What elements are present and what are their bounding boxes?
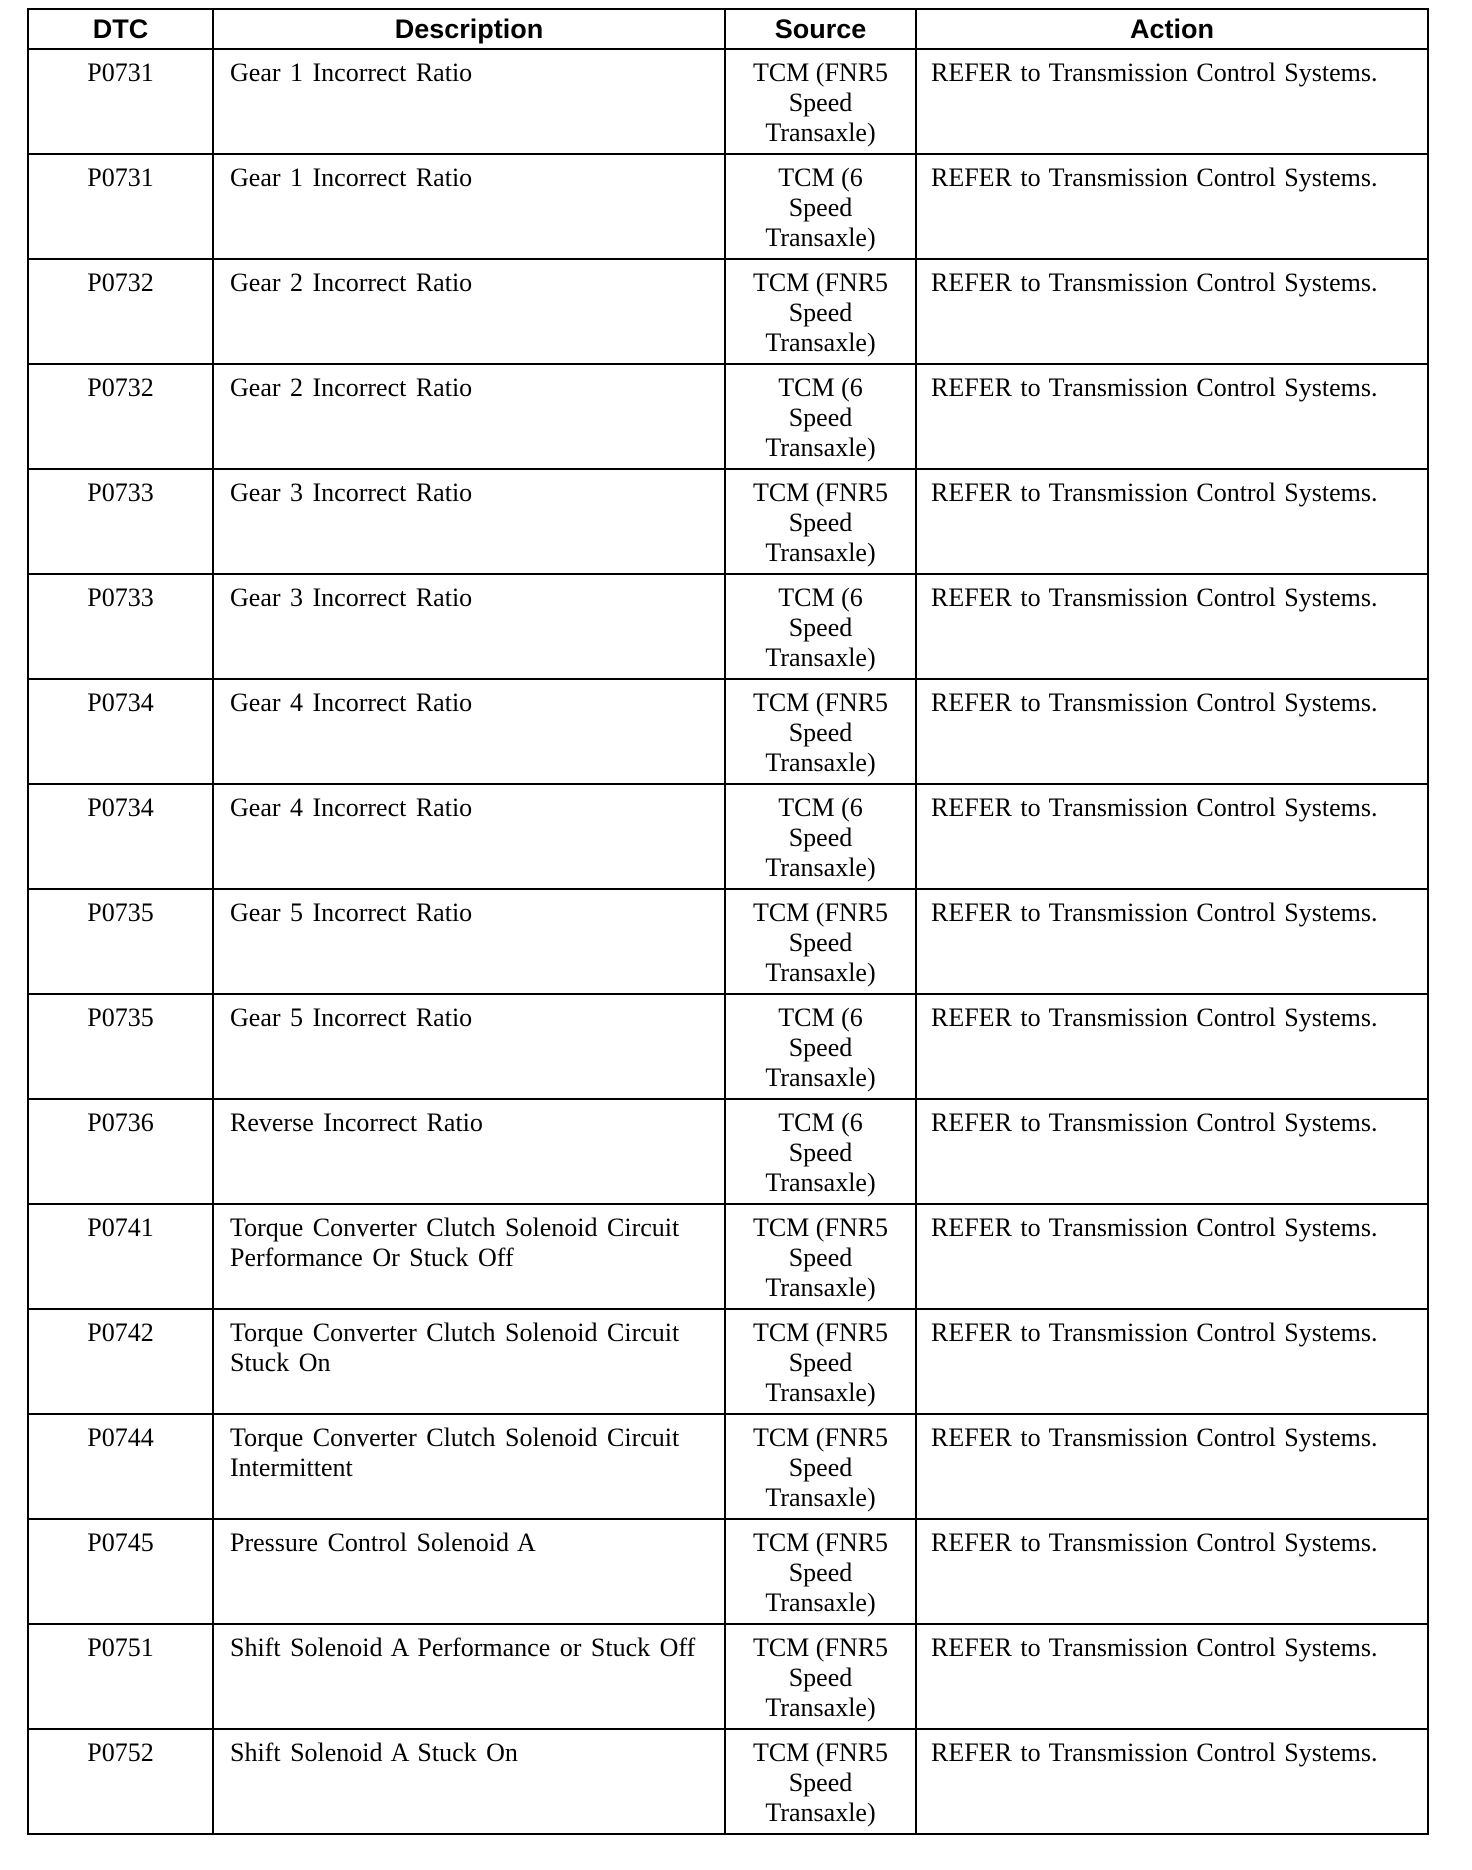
source-line: TCM (FNR5 (752, 1528, 889, 1557)
dtc-description: Torque Converter Clutch Solenoid Circuit Intermittent (213, 1414, 725, 1519)
source-line: TCM (6 (778, 583, 863, 612)
source-line: TCM (FNR5 (752, 1633, 889, 1662)
dtc-source (725, 889, 916, 994)
source-line: Speed (788, 1663, 853, 1692)
dtc-code: P0732 (28, 259, 213, 364)
dtc-action: REFER to Transmission Control Systems. (916, 994, 1428, 1099)
dtc-code: P0752 (28, 1729, 213, 1834)
dtc-code: P0736 (28, 1099, 213, 1204)
source-line: Transaxle) (765, 1588, 876, 1617)
source-line: Speed (788, 1768, 853, 1797)
dtc-action: REFER to Transmission Control Systems. (916, 1414, 1428, 1519)
source-line: TCM (6 (778, 1003, 863, 1032)
dtc-description: Gear 2 Incorrect Ratio (213, 364, 725, 469)
dtc-source (725, 994, 916, 1099)
dtc-action: REFER to Transmission Control Systems. (916, 154, 1428, 259)
dtc-source (725, 469, 916, 574)
source-line: Speed (788, 508, 853, 537)
source-line: Speed (788, 1138, 853, 1167)
header-description: Description (213, 9, 725, 49)
table-row (28, 154, 1428, 259)
source-line: Transaxle) (765, 538, 876, 567)
dtc-description: Gear 1 Incorrect Ratio (213, 154, 725, 259)
table-row (28, 1624, 1428, 1729)
table-row (28, 1204, 1428, 1309)
dtc-code: P0741 (28, 1204, 213, 1309)
dtc-code: P0733 (28, 574, 213, 679)
dtc-code: P0742 (28, 1309, 213, 1414)
dtc-code: P0734 (28, 784, 213, 889)
source-line: Transaxle) (765, 433, 876, 462)
source-line: Transaxle) (765, 118, 876, 147)
table-row (28, 679, 1428, 784)
source-line: TCM (FNR5 (752, 478, 889, 507)
source-line: Speed (788, 88, 853, 117)
source-line: TCM (FNR5 (752, 58, 889, 87)
dtc-action: REFER to Transmission Control Systems. (916, 574, 1428, 679)
dtc-action: REFER to Transmission Control Systems. (916, 784, 1428, 889)
dtc-action: REFER to Transmission Control Systems. (916, 1519, 1428, 1624)
header-source: Source (725, 9, 916, 49)
dtc-code: P0731 (28, 154, 213, 259)
dtc-code: P0744 (28, 1414, 213, 1519)
dtc-description: Gear 4 Incorrect Ratio (213, 784, 725, 889)
source-line: Speed (788, 928, 853, 957)
source-line: Speed (788, 1033, 853, 1062)
table-row (28, 259, 1428, 364)
dtc-action: REFER to Transmission Control Systems. (916, 1729, 1428, 1834)
dtc-source (725, 1099, 916, 1204)
source-line: Speed (788, 1348, 853, 1377)
dtc-description: Gear 5 Incorrect Ratio (213, 994, 725, 1099)
dtc-description: Gear 3 Incorrect Ratio (213, 574, 725, 679)
dtc-code: P0731 (28, 49, 213, 154)
source-line: TCM (FNR5 (752, 1738, 889, 1767)
source-line: Transaxle) (765, 853, 876, 882)
source-line: Transaxle) (765, 958, 876, 987)
source-line: TCM (FNR5 (752, 1423, 889, 1452)
dtc-action: REFER to Transmission Control Systems. (916, 1204, 1428, 1309)
dtc-source (725, 49, 916, 154)
source-line: Speed (788, 403, 853, 432)
table-header (28, 9, 1428, 49)
source-line: Transaxle) (765, 1168, 876, 1197)
dtc-source (725, 1309, 916, 1414)
source-line: Transaxle) (765, 1693, 876, 1722)
dtc-description: Gear 5 Incorrect Ratio (213, 889, 725, 994)
source-line: Transaxle) (765, 1273, 876, 1302)
table-row (28, 889, 1428, 994)
source-line: Transaxle) (765, 223, 876, 252)
dtc-code: P0735 (28, 889, 213, 994)
dtc-action: REFER to Transmission Control Systems. (916, 679, 1428, 784)
source-line: Speed (788, 1558, 853, 1587)
dtc-source (725, 364, 916, 469)
source-line: TCM (FNR5 (752, 1213, 889, 1242)
dtc-source (725, 784, 916, 889)
dtc-action: REFER to Transmission Control Systems. (916, 1624, 1428, 1729)
dtc-source (725, 1414, 916, 1519)
dtc-description: Shift Solenoid A Performance or Stuck Off (213, 1624, 725, 1729)
source-line: TCM (FNR5 (752, 898, 889, 927)
source-line: Speed (788, 298, 853, 327)
source-line: Transaxle) (765, 748, 876, 777)
dtc-code: P0751 (28, 1624, 213, 1729)
table-row (28, 1414, 1428, 1519)
dtc-source (725, 574, 916, 679)
table-row (28, 1099, 1428, 1204)
dtc-description: Torque Converter Clutch Solenoid Circuit Performance Or Stuck Off (213, 1204, 725, 1309)
header-action: Action (916, 9, 1428, 49)
dtc-description: Gear 4 Incorrect Ratio (213, 679, 725, 784)
table-row (28, 469, 1428, 574)
dtc-description: Torque Converter Clutch Solenoid Circuit Stuck On (213, 1309, 725, 1414)
table-row (28, 1519, 1428, 1624)
dtc-code: P0733 (28, 469, 213, 574)
source-line: Transaxle) (765, 1378, 876, 1407)
dtc-description: Gear 1 Incorrect Ratio (213, 49, 725, 154)
source-line: TCM (FNR5 (752, 1318, 889, 1347)
dtc-description: Shift Solenoid A Stuck On (213, 1729, 725, 1834)
dtc-action: REFER to Transmission Control Systems. (916, 364, 1428, 469)
source-line: TCM (FNR5 (752, 688, 889, 717)
source-line: TCM (6 (778, 163, 863, 192)
source-line: TCM (6 (778, 793, 863, 822)
dtc-code: P0735 (28, 994, 213, 1099)
dtc-action: REFER to Transmission Control Systems. (916, 889, 1428, 994)
table-row (28, 994, 1428, 1099)
source-line: Transaxle) (765, 328, 876, 357)
dtc-description: Pressure Control Solenoid A (213, 1519, 725, 1624)
dtc-action: REFER to Transmission Control Systems. (916, 1099, 1428, 1204)
source-line: TCM (6 (778, 1108, 863, 1137)
dtc-source (725, 1729, 916, 1834)
source-line: Transaxle) (765, 643, 876, 672)
header-row (28, 9, 1428, 49)
dtc-source (725, 1519, 916, 1624)
source-line: Transaxle) (765, 1063, 876, 1092)
table-row (28, 364, 1428, 469)
dtc-action: REFER to Transmission Control Systems. (916, 49, 1428, 154)
dtc-action: REFER to Transmission Control Systems. (916, 469, 1428, 574)
table-row (28, 784, 1428, 889)
source-line: Speed (788, 193, 853, 222)
source-line: Speed (788, 718, 853, 747)
header-dtc: DTC (28, 9, 213, 49)
table-row (28, 574, 1428, 679)
table-row (28, 49, 1428, 154)
source-line: Speed (788, 1453, 853, 1482)
table-row (28, 1729, 1428, 1834)
dtc-source (725, 1204, 916, 1309)
dtc-source (725, 1624, 916, 1729)
source-line: Speed (788, 1243, 853, 1272)
dtc-code: P0732 (28, 364, 213, 469)
source-line: Speed (788, 823, 853, 852)
dtc-action: REFER to Transmission Control Systems. (916, 259, 1428, 364)
dtc-source (725, 679, 916, 784)
dtc-description: Reverse Incorrect Ratio (213, 1099, 725, 1204)
source-line: Speed (788, 613, 853, 642)
source-line: TCM (6 (778, 373, 863, 402)
dtc-table (27, 8, 1429, 1835)
dtc-description: Gear 2 Incorrect Ratio (213, 259, 725, 364)
table-row (28, 1309, 1428, 1414)
dtc-action: REFER to Transmission Control Systems. (916, 1309, 1428, 1414)
dtc-code: P0745 (28, 1519, 213, 1624)
source-line: Transaxle) (765, 1798, 876, 1827)
dtc-code: P0734 (28, 679, 213, 784)
table-body (28, 49, 1428, 1834)
dtc-source (725, 259, 916, 364)
dtc-source (725, 154, 916, 259)
source-line: TCM (FNR5 (752, 268, 889, 297)
dtc-description: Gear 3 Incorrect Ratio (213, 469, 725, 574)
source-line: Transaxle) (765, 1483, 876, 1512)
